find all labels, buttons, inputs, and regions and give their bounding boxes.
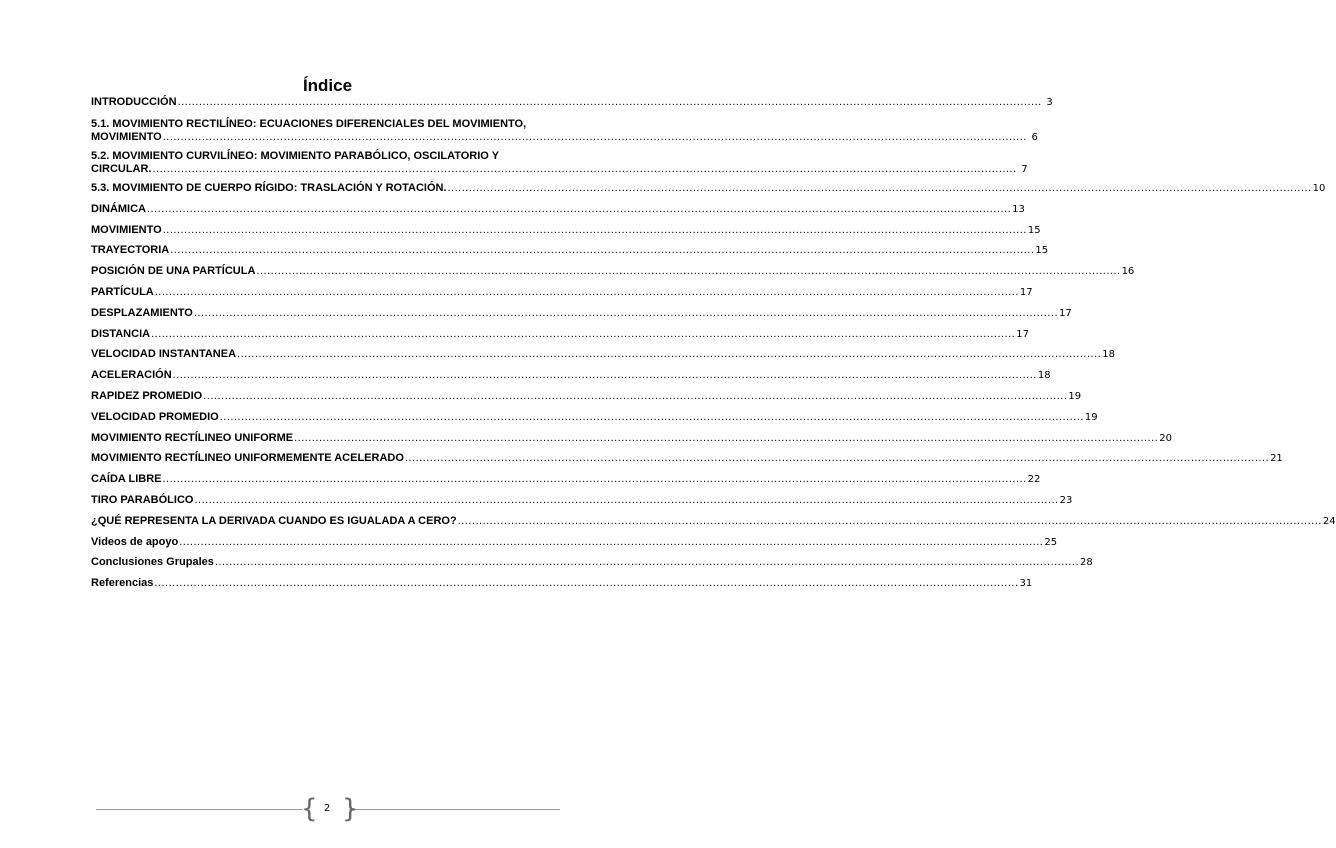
toc-entry-page: 20	[1159, 432, 1172, 444]
toc-entry-label: MOVIMIENTO RECTÍLINEO UNIFORMEMENTE ACELERADO	[91, 452, 404, 465]
toc-entry[interactable]	[91, 577, 1033, 598]
toc-leader-dots	[163, 131, 1027, 144]
toc-leader-dots	[256, 265, 1120, 278]
toc-entry-label: RAPIDEZ PROMEDIO	[91, 389, 203, 402]
toc-entry[interactable]	[91, 182, 1326, 203]
right-brace-icon: }	[342, 794, 359, 824]
toc-entry-label: CAÍDA LIBRE	[91, 473, 162, 486]
toc-entry-label-line2: MOVIMIENTO	[91, 131, 162, 143]
toc-entry-label: TRAYECTORIA	[91, 244, 170, 257]
table-of-contents	[91, 96, 1336, 598]
toc-entry[interactable]	[91, 556, 1093, 577]
toc-entry-page: 17	[1019, 286, 1033, 298]
footer-rule-left	[96, 809, 303, 810]
toc-entry-label: POSICIÓN DE UNA PARTÍCULA	[91, 265, 256, 278]
toc-entry[interactable]	[91, 244, 1049, 265]
toc-entry[interactable]	[91, 410, 1098, 432]
toc-entry[interactable]	[91, 514, 1336, 536]
toc-leader-dots	[147, 203, 1011, 216]
toc-entry-label-line1: 5.2. MOVIMIENTO CURVILÍNEO: MOVIMIENTO PARABÓLICO, OSCILATORIO Y	[91, 150, 500, 162]
toc-entry-page: 17	[1016, 328, 1029, 340]
toc-entry[interactable]	[91, 389, 1082, 411]
toc-entry-label: DINÁMICA	[91, 202, 146, 215]
toc-entry-page: 25	[1044, 536, 1058, 548]
toc-entry-label: ¿QUÉ REPRESENTA LA DERIVADA CUANDO ES IGUALADA A CERO?	[91, 514, 457, 527]
footer-page-number: 2	[323, 803, 331, 814]
toc-entry-page: 7	[1021, 164, 1028, 175]
toc-entry[interactable]	[91, 327, 1029, 349]
toc-leader-dots	[151, 328, 1015, 341]
toc-leader-dots	[220, 411, 1084, 424]
toc-entry-page: 24	[1322, 515, 1336, 527]
toc-entry-page: 3	[1046, 97, 1053, 108]
toc-entry-page: 22	[1027, 474, 1041, 486]
toc-entry-page: 18	[1037, 370, 1051, 382]
toc-entry[interactable]	[91, 306, 1072, 328]
footer-rule-right	[349, 809, 560, 810]
toc-entry-page: 19	[1084, 411, 1098, 423]
toc-entry-label: INTRODUCCIÓN	[91, 96, 177, 108]
toc-entry-page: 15	[1035, 245, 1049, 257]
toc-entry-label: Videos de apoyo	[91, 535, 179, 548]
toc-entry-label: MOVIMIENTO RECTÍLINEO UNIFORME	[91, 431, 294, 444]
toc-leader-dots	[155, 286, 1019, 299]
toc-leader-dots	[405, 452, 1269, 465]
toc-entry-page: 31	[1019, 578, 1033, 590]
toc-leader-dots	[162, 473, 1026, 486]
toc-entry-label: VELOCIDAD INSTANTANEA	[91, 348, 237, 361]
toc-leader-dots	[215, 556, 1079, 569]
toc-leader-dots	[163, 224, 1027, 237]
toc-entry[interactable]	[91, 535, 1058, 557]
toc-leader-dots	[154, 577, 1018, 590]
toc-leader-dots	[153, 163, 1017, 176]
toc-leader-dots	[458, 515, 1322, 528]
toc-entry[interactable]	[91, 150, 1028, 176]
toc-entry-label: TIRO PARABÓLICO	[91, 493, 194, 506]
toc-entry-label: Conclusiones Grupales	[91, 556, 214, 569]
toc-entry-page: 19	[1068, 390, 1082, 402]
toc-entry-page: 10	[1312, 183, 1326, 194]
toc-entry-label: ACELERACIÓN	[91, 369, 172, 382]
toc-entry[interactable]	[91, 202, 1025, 224]
toc-entry-page: 16	[1121, 266, 1135, 278]
toc-leader-dots	[170, 244, 1034, 257]
toc-entry[interactable]	[91, 348, 1115, 369]
toc-entry-page: 6	[1031, 132, 1038, 143]
toc-entry-page: 21	[1270, 453, 1283, 465]
toc-leader-dots	[294, 432, 1158, 445]
toc-entry-page: 17	[1059, 307, 1072, 319]
toc-entry[interactable]	[91, 473, 1041, 494]
toc-leader-dots	[194, 307, 1058, 320]
toc-leader-dots	[237, 348, 1101, 361]
toc-entry[interactable]	[91, 285, 1033, 307]
toc-leader-dots	[179, 536, 1043, 549]
toc-entry-label: PARTÍCULA	[91, 285, 154, 298]
toc-entry[interactable]	[91, 96, 1053, 114]
toc-entry[interactable]	[91, 431, 1172, 453]
toc-entry-label: MOVIMIENTO	[91, 223, 162, 236]
toc-entry-page: 13	[1012, 203, 1025, 215]
toc-entry-page: 28	[1080, 557, 1093, 569]
toc-leader-dots	[173, 369, 1037, 382]
toc-entry[interactable]	[91, 452, 1283, 473]
toc-leader-dots	[203, 390, 1067, 403]
toc-leader-dots	[448, 182, 1312, 195]
toc-leader-dots	[194, 494, 1058, 507]
toc-entry[interactable]	[91, 118, 1038, 144]
toc-entry[interactable]	[91, 369, 1051, 390]
toc-entry[interactable]	[91, 265, 1135, 286]
toc-entry-label-line1: 5.1. MOVIMIENTO RECTILÍNEO: ECUACIONES DIFERENCIALES DEL MOVIMIENTO,	[91, 118, 527, 130]
toc-entry-label: 5.3. MOVIMIENTO DE CUERPO RÍGIDO: TRASLACIÓN Y ROTACIÓN.	[91, 182, 447, 194]
toc-entry-label: DISTANCIA	[91, 327, 151, 340]
toc-leader-dots	[178, 96, 1042, 109]
left-brace-icon: {	[301, 794, 318, 824]
toc-entry-page: 18	[1102, 349, 1115, 361]
toc-entry-label: VELOCIDAD PROMEDIO	[91, 410, 219, 423]
page-title: Índice	[302, 76, 353, 95]
toc-entry[interactable]	[91, 493, 1073, 515]
toc-entry-page: 23	[1059, 494, 1073, 506]
toc-entry-label: Referencias	[91, 577, 154, 590]
toc-entry[interactable]	[91, 223, 1041, 245]
toc-entry-label-line2: CIRCULAR.	[91, 163, 152, 175]
toc-entry-page: 15	[1027, 224, 1041, 236]
toc-entry-label: DESPLAZAMIENTO	[91, 306, 193, 319]
